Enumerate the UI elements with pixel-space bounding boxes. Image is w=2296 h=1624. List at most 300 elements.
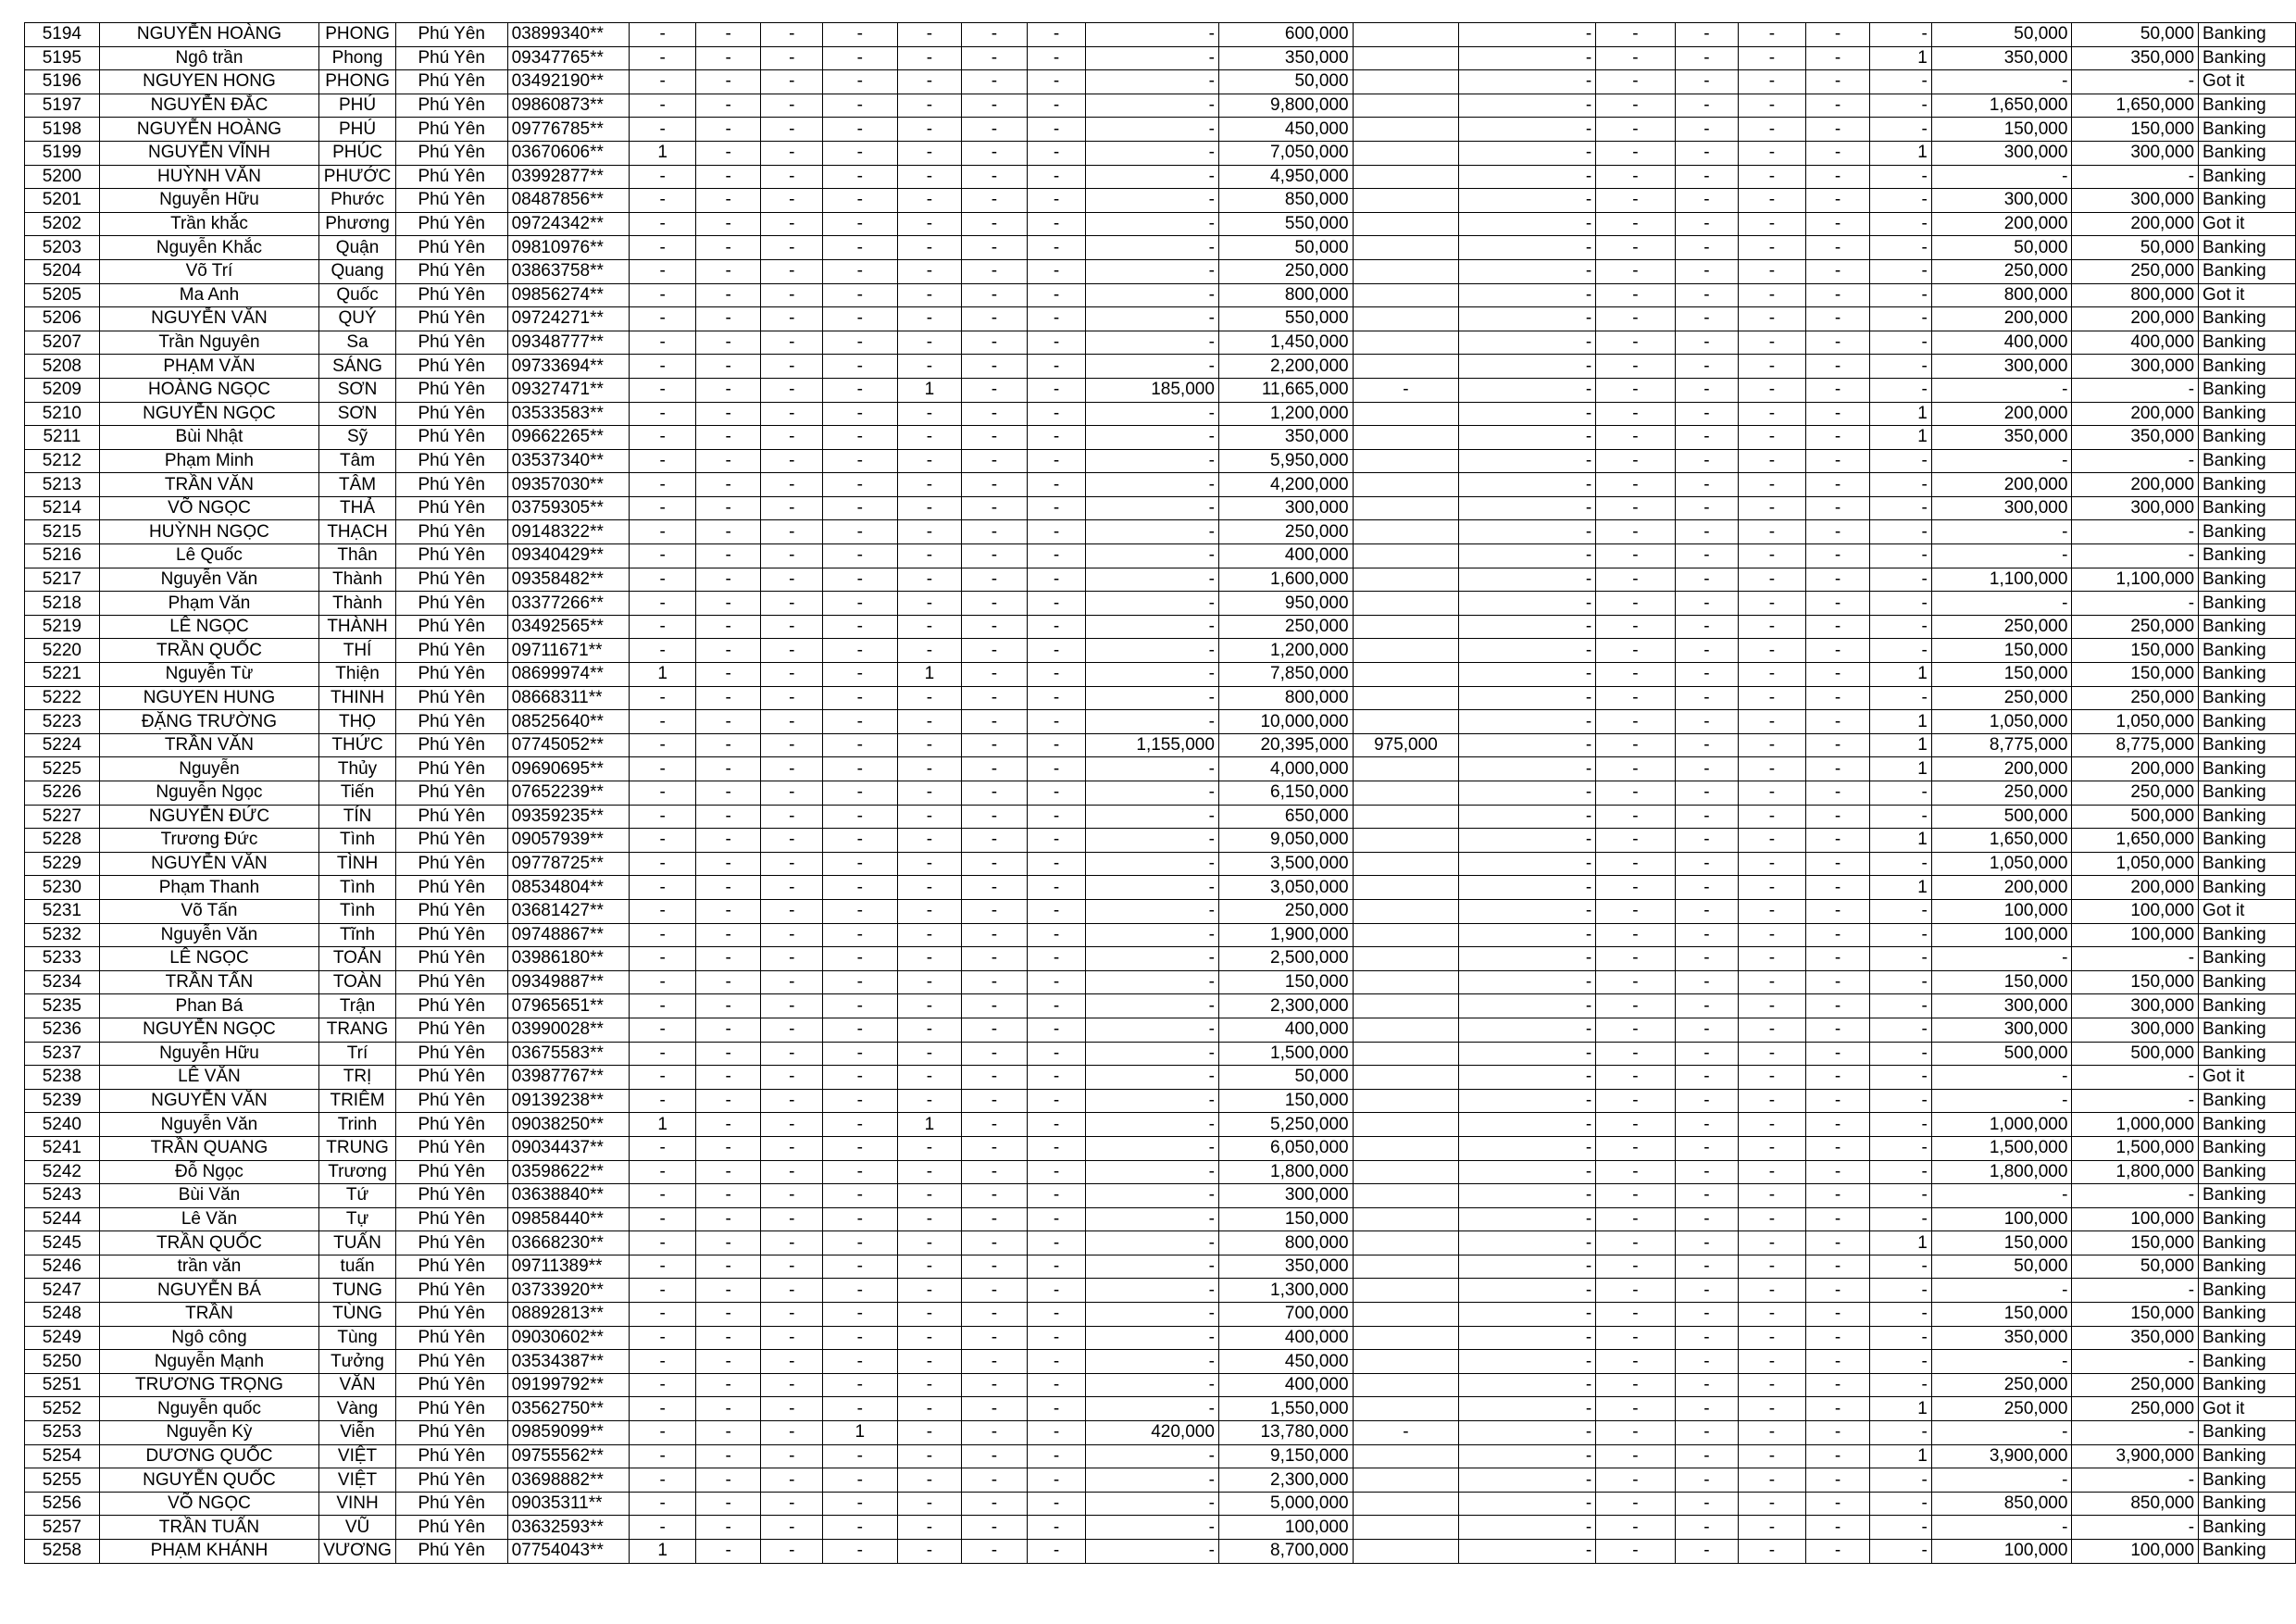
cell-count-col-6: - [962, 686, 1028, 710]
cell-amount-col-1: - [1086, 710, 1219, 734]
cell-first-name: TRANG [319, 1018, 396, 1042]
cell-row-id: 5242 [25, 1160, 100, 1184]
cell-count-col-6: - [962, 1350, 1028, 1374]
cell-count-col-7: - [1027, 212, 1086, 236]
cell-flag-col-2: - [1596, 283, 1675, 307]
cell-phone-number: 09810976** [507, 236, 630, 260]
cell-paid-amount: 1,050,000 [1931, 852, 2072, 876]
cell-count-col-2: - [695, 307, 761, 331]
cell-row-id: 5237 [25, 1042, 100, 1066]
cell-flag-col-5: - [1805, 1444, 1870, 1468]
cell-phone-number: 09755562** [507, 1444, 630, 1468]
cell-amount-col-1: - [1086, 592, 1219, 616]
cell-count-col-2: - [695, 615, 761, 639]
cell-flag-col-6: - [1870, 94, 1932, 118]
table-row [25, 426, 2296, 450]
cell-paid-amount: - [1931, 165, 2072, 189]
cell-count-col-1: - [630, 1468, 696, 1493]
cell-flag-col-6: - [1870, 236, 1932, 260]
cell-count-col-2: - [695, 141, 761, 165]
cell-paid-amount: 100,000 [1931, 1540, 2072, 1564]
table-row [25, 1444, 2296, 1468]
cell-flag-col-3: - [1675, 1042, 1739, 1066]
cell-flag-col-4: - [1739, 899, 1806, 923]
cell-first-name: Tình [319, 899, 396, 923]
cell-flag-col-5: - [1805, 733, 1870, 757]
cell-count-col-1: - [630, 592, 696, 616]
cell-flag-col-1: - [1459, 212, 1596, 236]
table-row [25, 283, 2296, 307]
cell-count-col-1: - [630, 1492, 696, 1516]
cell-flag-col-1: - [1459, 1207, 1596, 1231]
cell-flag-col-6: - [1870, 852, 1932, 876]
cell-received-amount: 1,000,000 [2072, 1113, 2199, 1137]
cell-payment-method: Banking [2199, 1018, 2296, 1042]
cell-row-id: 5233 [25, 947, 100, 971]
cell-total-amount: 800,000 [1218, 686, 1353, 710]
cell-row-id: 5199 [25, 141, 100, 165]
cell-flag-col-2: - [1596, 733, 1675, 757]
cell-last-middle-name: NGUYEN HUNG [99, 686, 318, 710]
cell-count-col-6: - [962, 1468, 1028, 1493]
cell-count-col-6: - [962, 1184, 1028, 1208]
cell-count-col-2: - [695, 947, 761, 971]
cell-count-col-5: 1 [897, 1113, 962, 1137]
cell-flag-col-3: - [1675, 1468, 1739, 1493]
cell-payment-method: Banking [2199, 829, 2296, 853]
cell-total-amount: 4,000,000 [1218, 757, 1353, 781]
cell-count-col-2: - [695, 1018, 761, 1042]
cell-province: Phú Yên [395, 449, 507, 473]
cell-last-middle-name: PHẠM VĂN [99, 355, 318, 379]
cell-amount-col-2 [1353, 189, 1459, 213]
cell-received-amount: - [2072, 1468, 2199, 1493]
cell-amount-col-1: - [1086, 1255, 1219, 1279]
cell-flag-col-5: - [1805, 1421, 1870, 1445]
cell-amount-col-1: - [1086, 141, 1219, 165]
cell-count-col-2: - [695, 70, 761, 94]
cell-first-name: THINH [319, 686, 396, 710]
cell-amount-col-2 [1353, 236, 1459, 260]
cell-total-amount: 1,500,000 [1218, 1042, 1353, 1066]
cell-count-col-5: - [897, 426, 962, 450]
cell-flag-col-1: - [1459, 592, 1596, 616]
table-row [25, 378, 2296, 402]
cell-count-col-6: - [962, 165, 1028, 189]
cell-phone-number: 03632593** [507, 1516, 630, 1540]
cell-flag-col-4: - [1739, 1279, 1806, 1303]
cell-count-col-3: - [761, 1160, 823, 1184]
cell-count-col-7: - [1027, 307, 1086, 331]
cell-row-id: 5255 [25, 1468, 100, 1493]
cell-count-col-4: - [823, 1303, 898, 1327]
cell-count-col-3: - [761, 1444, 823, 1468]
cell-flag-col-3: - [1675, 686, 1739, 710]
cell-flag-col-1: - [1459, 1018, 1596, 1042]
cell-province: Phú Yên [395, 1184, 507, 1208]
cell-received-amount: - [2072, 592, 2199, 616]
cell-phone-number: 09199792** [507, 1373, 630, 1397]
cell-count-col-5: - [897, 1066, 962, 1090]
cell-flag-col-5: - [1805, 1468, 1870, 1493]
cell-count-col-1: - [630, 1042, 696, 1066]
cell-total-amount: 1,200,000 [1218, 639, 1353, 663]
cell-count-col-1: - [630, 23, 696, 47]
cell-received-amount: 100,000 [2072, 1207, 2199, 1231]
cell-flag-col-2: - [1596, 1397, 1675, 1421]
cell-count-col-7: - [1027, 568, 1086, 592]
cell-count-col-4: - [823, 1444, 898, 1468]
cell-province: Phú Yên [395, 426, 507, 450]
cell-paid-amount: 50,000 [1931, 23, 2072, 47]
cell-received-amount: 250,000 [2072, 1397, 2199, 1421]
cell-province: Phú Yên [395, 165, 507, 189]
cell-received-amount: 300,000 [2072, 1018, 2199, 1042]
table-row [25, 710, 2296, 734]
cell-received-amount: 250,000 [2072, 686, 2199, 710]
cell-flag-col-2: - [1596, 259, 1675, 283]
cell-flag-col-4: - [1739, 212, 1806, 236]
cell-count-col-4: - [823, 592, 898, 616]
cell-count-col-6: - [962, 1018, 1028, 1042]
cell-total-amount: 13,780,000 [1218, 1421, 1353, 1445]
cell-amount-col-2 [1353, 1113, 1459, 1137]
cell-row-id: 5223 [25, 710, 100, 734]
cell-phone-number: 09860873** [507, 94, 630, 118]
cell-count-col-1: - [630, 70, 696, 94]
cell-count-col-3: - [761, 355, 823, 379]
cell-count-col-7: - [1027, 757, 1086, 781]
cell-amount-col-2 [1353, 426, 1459, 450]
cell-first-name: VƯƠNG [319, 1540, 396, 1564]
cell-payment-method: Banking [2199, 141, 2296, 165]
cell-last-middle-name: Võ Trí [99, 259, 318, 283]
cell-received-amount: 100,000 [2072, 923, 2199, 947]
cell-count-col-3: - [761, 307, 823, 331]
cell-count-col-6: - [962, 236, 1028, 260]
cell-flag-col-3: - [1675, 1540, 1739, 1564]
cell-last-middle-name: LÊ NGỌC [99, 947, 318, 971]
table-row [25, 899, 2296, 923]
table-row [25, 449, 2296, 473]
cell-province: Phú Yên [395, 331, 507, 355]
table-row [25, 259, 2296, 283]
cell-count-col-2: - [695, 710, 761, 734]
cell-count-col-6: - [962, 378, 1028, 402]
cell-flag-col-1: - [1459, 1255, 1596, 1279]
cell-flag-col-1: - [1459, 947, 1596, 971]
cell-paid-amount: - [1931, 1089, 2072, 1113]
cell-count-col-1: - [630, 876, 696, 900]
cell-count-col-3: - [761, 781, 823, 806]
cell-count-col-4: - [823, 1279, 898, 1303]
cell-first-name: PHÚC [319, 141, 396, 165]
cell-phone-number: 09357030** [507, 473, 630, 497]
cell-paid-amount: 200,000 [1931, 876, 2072, 900]
table-row [25, 781, 2296, 806]
cell-count-col-7: - [1027, 378, 1086, 402]
cell-last-middle-name: HUỲNH VĂN [99, 165, 318, 189]
table-row [25, 189, 2296, 213]
cell-count-col-4: - [823, 307, 898, 331]
cell-flag-col-1: - [1459, 426, 1596, 450]
cell-count-col-4: - [823, 923, 898, 947]
cell-total-amount: 2,200,000 [1218, 355, 1353, 379]
cell-amount-col-1: - [1086, 781, 1219, 806]
cell-count-col-7: - [1027, 1540, 1086, 1564]
cell-count-col-2: - [695, 402, 761, 426]
cell-last-middle-name: TRẦN QUỐC [99, 639, 318, 663]
cell-phone-number: 09662265** [507, 426, 630, 450]
cell-row-id: 5221 [25, 663, 100, 687]
cell-received-amount: 1,050,000 [2072, 852, 2199, 876]
cell-received-amount: - [2072, 544, 2199, 568]
cell-count-col-7: - [1027, 1468, 1086, 1493]
cell-amount-col-2 [1353, 923, 1459, 947]
cell-payment-method: Banking [2199, 402, 2296, 426]
cell-count-col-3: - [761, 378, 823, 402]
cell-count-col-6: - [962, 1160, 1028, 1184]
cell-payment-method: Banking [2199, 1042, 2296, 1066]
cell-paid-amount: - [1931, 1279, 2072, 1303]
cell-last-middle-name: PHẠM KHÁNH [99, 1540, 318, 1564]
cell-flag-col-2: - [1596, 307, 1675, 331]
cell-last-middle-name: Nguyễn Kỳ [99, 1421, 318, 1445]
cell-count-col-2: - [695, 1231, 761, 1255]
cell-last-middle-name: Phạm Thanh [99, 876, 318, 900]
cell-count-col-7: - [1027, 663, 1086, 687]
cell-row-id: 5225 [25, 757, 100, 781]
cell-flag-col-4: - [1739, 1089, 1806, 1113]
cell-amount-col-1: - [1086, 805, 1219, 829]
cell-last-middle-name: Nguyễn Văn [99, 1113, 318, 1137]
cell-count-col-1: - [630, 710, 696, 734]
cell-count-col-7: - [1027, 686, 1086, 710]
cell-count-col-1: - [630, 639, 696, 663]
cell-amount-col-1: - [1086, 307, 1219, 331]
cell-count-col-6: - [962, 1231, 1028, 1255]
cell-count-col-5: - [897, 1207, 962, 1231]
cell-flag-col-6: 1 [1870, 829, 1932, 853]
cell-flag-col-4: - [1739, 94, 1806, 118]
cell-phone-number: 03598622** [507, 1160, 630, 1184]
cell-payment-method: Banking [2199, 876, 2296, 900]
cell-payment-method: Banking [2199, 1373, 2296, 1397]
cell-count-col-2: - [695, 1444, 761, 1468]
cell-paid-amount: 8,775,000 [1931, 733, 2072, 757]
cell-count-col-7: - [1027, 1018, 1086, 1042]
cell-total-amount: 250,000 [1218, 259, 1353, 283]
cell-last-middle-name: Phạm Minh [99, 449, 318, 473]
cell-count-col-5: - [897, 876, 962, 900]
cell-count-col-2: - [695, 1303, 761, 1327]
cell-flag-col-6: - [1870, 970, 1932, 994]
cell-count-col-7: - [1027, 805, 1086, 829]
cell-count-col-5: - [897, 283, 962, 307]
cell-paid-amount: 1,050,000 [1931, 710, 2072, 734]
cell-amount-col-2 [1353, 212, 1459, 236]
table-row [25, 23, 2296, 47]
cell-row-id: 5239 [25, 1089, 100, 1113]
cell-count-col-4: - [823, 402, 898, 426]
cell-flag-col-6: - [1870, 1421, 1932, 1445]
cell-province: Phú Yên [395, 355, 507, 379]
cell-first-name: Tâm [319, 449, 396, 473]
table-row [25, 1326, 2296, 1350]
cell-first-name: TOÀN [319, 970, 396, 994]
cell-amount-col-2 [1353, 307, 1459, 331]
cell-count-col-7: - [1027, 947, 1086, 971]
cell-count-col-3: - [761, 1326, 823, 1350]
cell-flag-col-2: - [1596, 1492, 1675, 1516]
cell-count-col-3: - [761, 1540, 823, 1564]
table-row [25, 1421, 2296, 1445]
cell-flag-col-4: - [1739, 568, 1806, 592]
cell-row-id: 5204 [25, 259, 100, 283]
cell-phone-number: 08525640** [507, 710, 630, 734]
cell-amount-col-1: - [1086, 544, 1219, 568]
cell-first-name: Tùng [319, 1326, 396, 1350]
cell-amount-col-1: - [1086, 1540, 1219, 1564]
cell-count-col-2: - [695, 829, 761, 853]
cell-paid-amount: 400,000 [1931, 331, 2072, 355]
table-row [25, 1397, 2296, 1421]
cell-flag-col-4: - [1739, 663, 1806, 687]
cell-count-col-2: - [695, 1373, 761, 1397]
cell-payment-method: Got it [2199, 1066, 2296, 1090]
cell-first-name: Thiện [319, 663, 396, 687]
cell-count-col-2: - [695, 1279, 761, 1303]
cell-flag-col-2: - [1596, 639, 1675, 663]
cell-payment-method: Banking [2199, 1492, 2296, 1516]
cell-paid-amount: 3,900,000 [1931, 1444, 2072, 1468]
table-row [25, 520, 2296, 544]
cell-count-col-3: - [761, 1066, 823, 1090]
cell-amount-col-2 [1353, 710, 1459, 734]
cell-count-col-6: - [962, 23, 1028, 47]
cell-flag-col-1: - [1459, 1350, 1596, 1374]
cell-flag-col-6: - [1870, 1018, 1932, 1042]
cell-count-col-5: - [897, 923, 962, 947]
cell-count-col-3: - [761, 710, 823, 734]
cell-count-col-6: - [962, 1397, 1028, 1421]
cell-row-id: 5215 [25, 520, 100, 544]
table-body [25, 23, 2296, 1564]
cell-phone-number: 03668230** [507, 1231, 630, 1255]
cell-flag-col-5: - [1805, 899, 1870, 923]
cell-count-col-4: - [823, 544, 898, 568]
cell-amount-col-2 [1353, 1516, 1459, 1540]
cell-count-col-7: - [1027, 165, 1086, 189]
cell-amount-col-2 [1353, 1160, 1459, 1184]
cell-amount-col-1: - [1086, 520, 1219, 544]
cell-flag-col-3: - [1675, 1255, 1739, 1279]
cell-flag-col-3: - [1675, 496, 1739, 520]
cell-count-col-4: - [823, 876, 898, 900]
cell-amount-col-2 [1353, 473, 1459, 497]
cell-count-col-5: - [897, 615, 962, 639]
cell-amount-col-2 [1353, 165, 1459, 189]
table-row [25, 663, 2296, 687]
cell-count-col-5: - [897, 805, 962, 829]
cell-flag-col-6: - [1870, 1136, 1932, 1160]
cell-phone-number: 03759305** [507, 496, 630, 520]
cell-flag-col-6: - [1870, 212, 1932, 236]
cell-flag-col-1: - [1459, 710, 1596, 734]
cell-flag-col-4: - [1739, 449, 1806, 473]
cell-flag-col-6: 1 [1870, 733, 1932, 757]
table-row [25, 1540, 2296, 1564]
cell-total-amount: 550,000 [1218, 212, 1353, 236]
cell-amount-col-2 [1353, 1468, 1459, 1493]
cell-flag-col-3: - [1675, 1231, 1739, 1255]
cell-count-col-6: - [962, 1089, 1028, 1113]
cell-count-col-6: - [962, 70, 1028, 94]
cell-flag-col-3: - [1675, 1350, 1739, 1374]
cell-payment-method: Banking [2199, 1303, 2296, 1327]
cell-flag-col-1: - [1459, 70, 1596, 94]
cell-received-amount: 200,000 [2072, 307, 2199, 331]
cell-phone-number: 09139238** [507, 1089, 630, 1113]
cell-first-name: Quận [319, 236, 396, 260]
cell-received-amount: 150,000 [2072, 970, 2199, 994]
cell-row-id: 5257 [25, 1516, 100, 1540]
cell-total-amount: 550,000 [1218, 307, 1353, 331]
cell-count-col-4: - [823, 1018, 898, 1042]
cell-flag-col-3: - [1675, 1279, 1739, 1303]
cell-paid-amount: 150,000 [1931, 1231, 2072, 1255]
table-row [25, 1136, 2296, 1160]
cell-count-col-1: - [630, 520, 696, 544]
cell-count-col-3: - [761, 212, 823, 236]
cell-phone-number: 08487856** [507, 189, 630, 213]
cell-flag-col-1: - [1459, 307, 1596, 331]
cell-count-col-3: - [761, 189, 823, 213]
cell-first-name: SƠN [319, 378, 396, 402]
cell-total-amount: 400,000 [1218, 1018, 1353, 1042]
cell-payment-method: Banking [2199, 520, 2296, 544]
cell-total-amount: 250,000 [1218, 520, 1353, 544]
cell-amount-col-2 [1353, 259, 1459, 283]
cell-first-name: Thủy [319, 757, 396, 781]
table-row [25, 1255, 2296, 1279]
cell-count-col-6: - [962, 1540, 1028, 1564]
cell-flag-col-3: - [1675, 1516, 1739, 1540]
cell-paid-amount: 1,500,000 [1931, 1136, 2072, 1160]
cell-flag-col-4: - [1739, 829, 1806, 853]
cell-payment-method: Banking [2199, 1279, 2296, 1303]
cell-count-col-5: - [897, 473, 962, 497]
cell-flag-col-3: - [1675, 781, 1739, 806]
cell-amount-col-1: - [1086, 876, 1219, 900]
cell-flag-col-5: - [1805, 426, 1870, 450]
cell-flag-col-3: - [1675, 710, 1739, 734]
cell-flag-col-5: - [1805, 1540, 1870, 1564]
cell-count-col-3: - [761, 165, 823, 189]
cell-count-col-5: - [897, 496, 962, 520]
cell-count-col-6: - [962, 1516, 1028, 1540]
cell-first-name: PHONG [319, 23, 396, 47]
cell-flag-col-6: - [1870, 639, 1932, 663]
cell-amount-col-2 [1353, 686, 1459, 710]
cell-province: Phú Yên [395, 663, 507, 687]
cell-province: Phú Yên [395, 829, 507, 853]
cell-amount-col-1: - [1086, 663, 1219, 687]
cell-count-col-7: - [1027, 994, 1086, 1018]
table-row [25, 1018, 2296, 1042]
cell-count-col-4: - [823, 1184, 898, 1208]
cell-amount-col-2 [1353, 852, 1459, 876]
